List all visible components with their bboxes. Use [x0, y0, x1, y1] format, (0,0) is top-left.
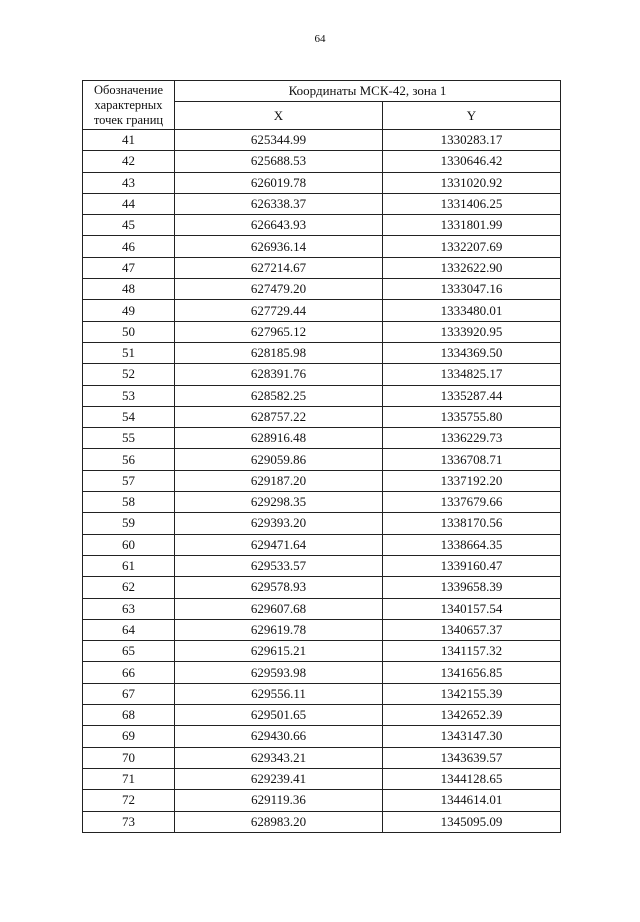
- x-cell: 626019.78: [175, 172, 383, 193]
- point-cell: 57: [83, 470, 175, 491]
- y-cell: 1334825.17: [383, 364, 561, 385]
- point-cell: 47: [83, 257, 175, 278]
- point-cell: 69: [83, 726, 175, 747]
- table-row: [83, 342, 561, 363]
- y-cell: 1335287.44: [383, 385, 561, 406]
- point-cell: 68: [83, 705, 175, 726]
- table-row: [83, 534, 561, 555]
- point-cell: 41: [83, 130, 175, 151]
- y-cell: 1331801.99: [383, 215, 561, 236]
- y-cell: 1340657.37: [383, 619, 561, 640]
- y-cell: 1344128.65: [383, 768, 561, 789]
- point-cell: 42: [83, 151, 175, 172]
- y-cell: 1342155.39: [383, 683, 561, 704]
- point-cell: 54: [83, 406, 175, 427]
- table-row: [83, 279, 561, 300]
- point-cell: 61: [83, 555, 175, 576]
- table-row: [83, 406, 561, 427]
- x-cell: 628582.25: [175, 385, 383, 406]
- table-row: [83, 300, 561, 321]
- y-cell: 1330283.17: [383, 130, 561, 151]
- y-cell: 1339160.47: [383, 555, 561, 576]
- point-cell: 53: [83, 385, 175, 406]
- x-cell: 628757.22: [175, 406, 383, 427]
- x-cell: 629533.57: [175, 555, 383, 576]
- point-cell: 62: [83, 577, 175, 598]
- table-row: [83, 470, 561, 491]
- y-cell: 1331406.25: [383, 193, 561, 214]
- x-cell: 625344.99: [175, 130, 383, 151]
- table-row: [83, 193, 561, 214]
- y-cell: 1339658.39: [383, 577, 561, 598]
- point-cell: 55: [83, 428, 175, 449]
- table-row: [83, 641, 561, 662]
- y-cell: 1336229.73: [383, 428, 561, 449]
- x-column-header: X: [175, 102, 383, 130]
- y-cell: 1331020.92: [383, 172, 561, 193]
- table-row: [83, 683, 561, 704]
- table-row: [83, 662, 561, 683]
- y-cell: 1332622.90: [383, 257, 561, 278]
- y-cell: 1340157.54: [383, 598, 561, 619]
- point-cell: 49: [83, 300, 175, 321]
- point-cell: 44: [83, 193, 175, 214]
- x-cell: 626338.37: [175, 193, 383, 214]
- table-row: [83, 705, 561, 726]
- table-row: [83, 321, 561, 342]
- point-cell: 71: [83, 768, 175, 789]
- y-cell: 1342652.39: [383, 705, 561, 726]
- x-cell: 629119.36: [175, 790, 383, 811]
- y-cell: 1338664.35: [383, 534, 561, 555]
- x-cell: 629239.41: [175, 768, 383, 789]
- x-cell: 629393.20: [175, 513, 383, 534]
- table-row: [83, 130, 561, 151]
- table-row: [83, 215, 561, 236]
- x-cell: 626643.93: [175, 215, 383, 236]
- designation-header: Обозначение характерных точек границ: [83, 81, 175, 130]
- y-column-header: Y: [383, 102, 561, 130]
- y-cell: 1330646.42: [383, 151, 561, 172]
- point-cell: 56: [83, 449, 175, 470]
- x-cell: 628916.48: [175, 428, 383, 449]
- table-row: [83, 747, 561, 768]
- table-row: [83, 385, 561, 406]
- x-cell: 627214.67: [175, 257, 383, 278]
- coordinates-table-header: [83, 81, 561, 130]
- table-row: [83, 364, 561, 385]
- x-cell: 629615.21: [175, 641, 383, 662]
- table-row: [83, 619, 561, 640]
- point-cell: 65: [83, 641, 175, 662]
- x-cell: 629578.93: [175, 577, 383, 598]
- y-cell: 1341157.32: [383, 641, 561, 662]
- x-cell: 629298.35: [175, 492, 383, 513]
- point-cell: 45: [83, 215, 175, 236]
- y-cell: 1338170.56: [383, 513, 561, 534]
- point-cell: 58: [83, 492, 175, 513]
- table-row: [83, 598, 561, 619]
- x-cell: 628983.20: [175, 811, 383, 832]
- y-cell: 1333047.16: [383, 279, 561, 300]
- point-cell: 50: [83, 321, 175, 342]
- y-cell: 1337679.66: [383, 492, 561, 513]
- coord-system-header: Координаты МСК-42, зона 1: [175, 81, 561, 102]
- x-cell: 629343.21: [175, 747, 383, 768]
- point-cell: 70: [83, 747, 175, 768]
- x-cell: 627479.20: [175, 279, 383, 300]
- x-cell: 629471.64: [175, 534, 383, 555]
- x-cell: 629619.78: [175, 619, 383, 640]
- y-cell: 1336708.71: [383, 449, 561, 470]
- page-number: 64: [314, 33, 326, 45]
- y-cell: 1344614.01: [383, 790, 561, 811]
- x-cell: 629501.65: [175, 705, 383, 726]
- point-cell: 63: [83, 598, 175, 619]
- point-cell: 66: [83, 662, 175, 683]
- table-row: [83, 151, 561, 172]
- table-row: [83, 492, 561, 513]
- table-row: [83, 577, 561, 598]
- point-cell: 48: [83, 279, 175, 300]
- x-cell: 627729.44: [175, 300, 383, 321]
- coordinates-table: [82, 80, 561, 833]
- table-row: [83, 811, 561, 832]
- table-row: [83, 449, 561, 470]
- y-cell: 1335755.80: [383, 406, 561, 427]
- x-cell: 629607.68: [175, 598, 383, 619]
- point-cell: 59: [83, 513, 175, 534]
- x-cell: 628391.76: [175, 364, 383, 385]
- table-row: [83, 513, 561, 534]
- table-row: [83, 555, 561, 576]
- y-cell: 1334369.50: [383, 342, 561, 363]
- y-cell: 1341656.85: [383, 662, 561, 683]
- point-cell: 72: [83, 790, 175, 811]
- table-row: [83, 428, 561, 449]
- table-row: [83, 257, 561, 278]
- x-cell: 627965.12: [175, 321, 383, 342]
- y-cell: 1343639.57: [383, 747, 561, 768]
- point-cell: 73: [83, 811, 175, 832]
- x-cell: 629187.20: [175, 470, 383, 491]
- y-cell: 1332207.69: [383, 236, 561, 257]
- y-cell: 1337192.20: [383, 470, 561, 491]
- point-cell: 51: [83, 342, 175, 363]
- x-cell: 625688.53: [175, 151, 383, 172]
- point-cell: 67: [83, 683, 175, 704]
- point-cell: 46: [83, 236, 175, 257]
- y-cell: 1333480.01: [383, 300, 561, 321]
- x-cell: 629556.11: [175, 683, 383, 704]
- table-row: [83, 768, 561, 789]
- table-row: [83, 172, 561, 193]
- x-cell: 628185.98: [175, 342, 383, 363]
- y-cell: 1343147.30: [383, 726, 561, 747]
- table-row: [83, 726, 561, 747]
- x-cell: 629430.66: [175, 726, 383, 747]
- x-cell: 629059.86: [175, 449, 383, 470]
- x-cell: 626936.14: [175, 236, 383, 257]
- y-cell: 1333920.95: [383, 321, 561, 342]
- point-cell: 64: [83, 619, 175, 640]
- coordinates-table-body: [83, 130, 561, 833]
- y-cell: 1345095.09: [383, 811, 561, 832]
- table-row: [83, 236, 561, 257]
- table-row: [83, 790, 561, 811]
- point-cell: 43: [83, 172, 175, 193]
- point-cell: 60: [83, 534, 175, 555]
- point-cell: 52: [83, 364, 175, 385]
- x-cell: 629593.98: [175, 662, 383, 683]
